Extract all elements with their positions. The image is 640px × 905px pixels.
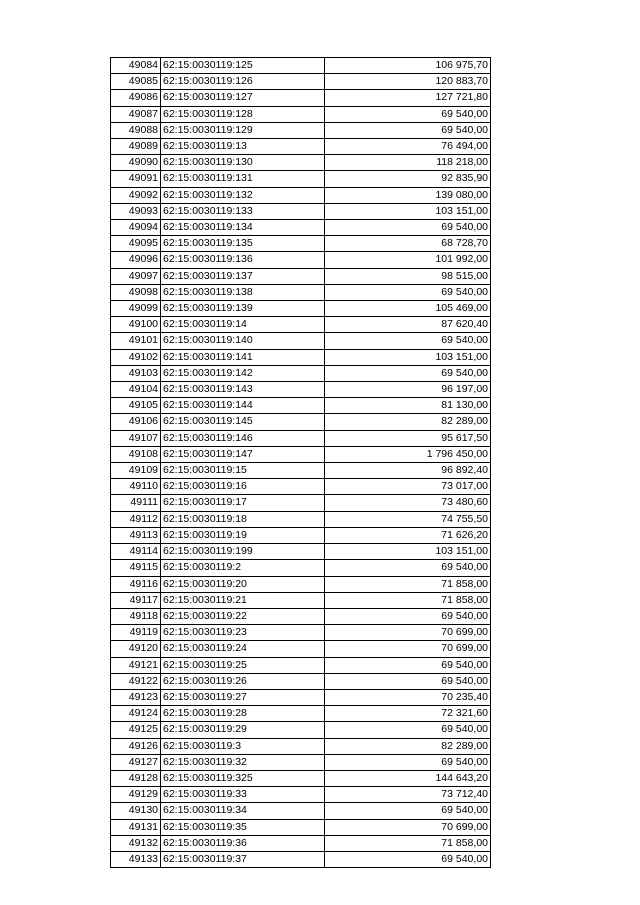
cadastral-number-cell: 62:15:0030119:325 (161, 770, 325, 786)
cadastral-number-cell: 62:15:0030119:130 (161, 155, 325, 171)
cadastral-value-cell: 82 289,00 (325, 414, 491, 430)
cadastral-number-cell: 62:15:0030119:2 (161, 560, 325, 576)
row-id-cell: 49128 (111, 770, 161, 786)
cadastral-value-cell: 101 992,00 (325, 252, 491, 268)
cadastral-number-cell: 62:15:0030119:17 (161, 495, 325, 511)
cadastral-number-cell: 62:15:0030119:16 (161, 479, 325, 495)
cadastral-value-cell: 82 289,00 (325, 738, 491, 754)
table-row (111, 560, 491, 576)
cadastral-number-cell: 62:15:0030119:21 (161, 592, 325, 608)
cadastral-value-table (110, 57, 491, 868)
row-id-cell: 49105 (111, 398, 161, 414)
row-id-cell: 49113 (111, 527, 161, 543)
cadastral-number-cell: 62:15:0030119:129 (161, 122, 325, 138)
table-row (111, 333, 491, 349)
cadastral-number-cell: 62:15:0030119:133 (161, 203, 325, 219)
table-row (111, 122, 491, 138)
row-id-cell: 49119 (111, 625, 161, 641)
table-row (111, 446, 491, 462)
row-id-cell: 49092 (111, 187, 161, 203)
table-row (111, 803, 491, 819)
cadastral-value-cell: 96 892,40 (325, 463, 491, 479)
table-row (111, 463, 491, 479)
table-row (111, 106, 491, 122)
cadastral-number-cell: 62:15:0030119:14 (161, 317, 325, 333)
table-row (111, 139, 491, 155)
row-id-cell: 49103 (111, 365, 161, 381)
row-id-cell: 49100 (111, 317, 161, 333)
cadastral-value-cell: 71 858,00 (325, 576, 491, 592)
cadastral-number-cell: 62:15:0030119:139 (161, 301, 325, 317)
cadastral-number-cell: 62:15:0030119:34 (161, 803, 325, 819)
cadastral-value-cell: 69 540,00 (325, 284, 491, 300)
cadastral-value-cell: 72 321,60 (325, 706, 491, 722)
table-row (111, 414, 491, 430)
cadastral-number-cell: 62:15:0030119:146 (161, 430, 325, 446)
cadastral-number-cell: 62:15:0030119:147 (161, 446, 325, 462)
cadastral-number-cell: 62:15:0030119:15 (161, 463, 325, 479)
table-row (111, 430, 491, 446)
table-row (111, 608, 491, 624)
table-row (111, 58, 491, 74)
cadastral-value-cell: 95 617,50 (325, 430, 491, 446)
table-row (111, 673, 491, 689)
cadastral-number-cell: 62:15:0030119:143 (161, 382, 325, 398)
cadastral-number-cell: 62:15:0030119:131 (161, 171, 325, 187)
table-row (111, 657, 491, 673)
row-id-cell: 49084 (111, 58, 161, 74)
row-id-cell: 49116 (111, 576, 161, 592)
cadastral-number-cell: 62:15:0030119:145 (161, 414, 325, 430)
row-id-cell: 49131 (111, 819, 161, 835)
row-id-cell: 49107 (111, 430, 161, 446)
row-id-cell: 49090 (111, 155, 161, 171)
cadastral-number-cell: 62:15:0030119:128 (161, 106, 325, 122)
row-id-cell: 49127 (111, 754, 161, 770)
cadastral-number-cell: 62:15:0030119:3 (161, 738, 325, 754)
cadastral-value-cell: 105 469,00 (325, 301, 491, 317)
cadastral-value-cell: 92 835,90 (325, 171, 491, 187)
cadastral-value-cell: 87 620,40 (325, 317, 491, 333)
cadastral-value-cell: 103 151,00 (325, 203, 491, 219)
cadastral-number-cell: 62:15:0030119:28 (161, 706, 325, 722)
cadastral-value-cell: 73 712,40 (325, 787, 491, 803)
cadastral-number-cell: 62:15:0030119:199 (161, 544, 325, 560)
cadastral-value-cell: 118 218,00 (325, 155, 491, 171)
row-id-cell: 49122 (111, 673, 161, 689)
row-id-cell: 49110 (111, 479, 161, 495)
cadastral-number-cell: 62:15:0030119:125 (161, 58, 325, 74)
cadastral-number-cell: 62:15:0030119:24 (161, 641, 325, 657)
table-row (111, 770, 491, 786)
table-row (111, 706, 491, 722)
table-row (111, 819, 491, 835)
cadastral-number-cell: 62:15:0030119:26 (161, 673, 325, 689)
cadastral-number-cell: 62:15:0030119:138 (161, 284, 325, 300)
cadastral-number-cell: 62:15:0030119:27 (161, 689, 325, 705)
cadastral-value-cell: 139 080,00 (325, 187, 491, 203)
cadastral-value-cell: 73 480,60 (325, 495, 491, 511)
table-row (111, 382, 491, 398)
row-id-cell: 49102 (111, 349, 161, 365)
cadastral-value-cell: 69 540,00 (325, 657, 491, 673)
cadastral-value-cell: 1 796 450,00 (325, 446, 491, 462)
table-row (111, 738, 491, 754)
cadastral-number-cell: 62:15:0030119:19 (161, 527, 325, 543)
row-id-cell: 49126 (111, 738, 161, 754)
cadastral-value-cell: 69 540,00 (325, 365, 491, 381)
cadastral-value-cell: 96 197,00 (325, 382, 491, 398)
row-id-cell: 49097 (111, 268, 161, 284)
table-row (111, 641, 491, 657)
cadastral-value-cell: 74 755,50 (325, 511, 491, 527)
cadastral-value-cell: 71 858,00 (325, 835, 491, 851)
row-id-cell: 49101 (111, 333, 161, 349)
cadastral-value-cell: 69 540,00 (325, 851, 491, 867)
cadastral-number-cell: 62:15:0030119:29 (161, 722, 325, 738)
row-id-cell: 49085 (111, 74, 161, 90)
row-id-cell: 49117 (111, 592, 161, 608)
row-id-cell: 49125 (111, 722, 161, 738)
table-row (111, 511, 491, 527)
row-id-cell: 49095 (111, 236, 161, 252)
cadastral-value-cell: 69 540,00 (325, 122, 491, 138)
table-row (111, 479, 491, 495)
table-row (111, 544, 491, 560)
cadastral-value-cell: 106 975,70 (325, 58, 491, 74)
row-id-cell: 49112 (111, 511, 161, 527)
cadastral-number-cell: 62:15:0030119:36 (161, 835, 325, 851)
row-id-cell: 49115 (111, 560, 161, 576)
row-id-cell: 49106 (111, 414, 161, 430)
row-id-cell: 49111 (111, 495, 161, 511)
cadastral-number-cell: 62:15:0030119:33 (161, 787, 325, 803)
row-id-cell: 49129 (111, 787, 161, 803)
row-id-cell: 49132 (111, 835, 161, 851)
cadastral-value-cell: 70 235,40 (325, 689, 491, 705)
table-row (111, 90, 491, 106)
row-id-cell: 49094 (111, 220, 161, 236)
row-id-cell: 49091 (111, 171, 161, 187)
cadastral-number-cell: 62:15:0030119:137 (161, 268, 325, 284)
table-row (111, 349, 491, 365)
cadastral-value-cell: 69 540,00 (325, 673, 491, 689)
cadastral-value-cell: 68 728,70 (325, 236, 491, 252)
cadastral-number-cell: 62:15:0030119:32 (161, 754, 325, 770)
table-row (111, 787, 491, 803)
cadastral-value-cell: 70 699,00 (325, 625, 491, 641)
table-row (111, 236, 491, 252)
cadastral-value-cell: 70 699,00 (325, 819, 491, 835)
row-id-cell: 49087 (111, 106, 161, 122)
cadastral-number-cell: 62:15:0030119:37 (161, 851, 325, 867)
row-id-cell: 49088 (111, 122, 161, 138)
table-row (111, 171, 491, 187)
row-id-cell: 49086 (111, 90, 161, 106)
cadastral-number-cell: 62:15:0030119:136 (161, 252, 325, 268)
cadastral-number-cell: 62:15:0030119:140 (161, 333, 325, 349)
table-row (111, 187, 491, 203)
cadastral-value-cell: 71 626,20 (325, 527, 491, 543)
cadastral-value-cell: 69 540,00 (325, 803, 491, 819)
cadastral-value-cell: 69 540,00 (325, 220, 491, 236)
table-row (111, 527, 491, 543)
table-row (111, 74, 491, 90)
table-row (111, 495, 491, 511)
cadastral-value-cell: 81 130,00 (325, 398, 491, 414)
cadastral-number-cell: 62:15:0030119:22 (161, 608, 325, 624)
cadastral-number-cell: 62:15:0030119:20 (161, 576, 325, 592)
table-row (111, 625, 491, 641)
cadastral-value-cell: 71 858,00 (325, 592, 491, 608)
cadastral-number-cell: 62:15:0030119:142 (161, 365, 325, 381)
row-id-cell: 49123 (111, 689, 161, 705)
cadastral-value-cell: 103 151,00 (325, 544, 491, 560)
table-row (111, 220, 491, 236)
table-row (111, 722, 491, 738)
row-id-cell: 49130 (111, 803, 161, 819)
cadastral-value-cell: 69 540,00 (325, 722, 491, 738)
row-id-cell: 49104 (111, 382, 161, 398)
table-row (111, 592, 491, 608)
table-row (111, 835, 491, 851)
row-id-cell: 49098 (111, 284, 161, 300)
table-row (111, 754, 491, 770)
row-id-cell: 49121 (111, 657, 161, 673)
row-id-cell: 49120 (111, 641, 161, 657)
table-row (111, 301, 491, 317)
cadastral-value-cell: 98 515,00 (325, 268, 491, 284)
table-row (111, 203, 491, 219)
cadastral-value-cell: 76 494,00 (325, 139, 491, 155)
cadastral-value-cell: 144 643,20 (325, 770, 491, 786)
table-row (111, 576, 491, 592)
cadastral-value-cell: 73 017,00 (325, 479, 491, 495)
cadastral-number-cell: 62:15:0030119:134 (161, 220, 325, 236)
row-id-cell: 49118 (111, 608, 161, 624)
table-row (111, 398, 491, 414)
row-id-cell: 49089 (111, 139, 161, 155)
cadastral-number-cell: 62:15:0030119:13 (161, 139, 325, 155)
cadastral-number-cell: 62:15:0030119:126 (161, 74, 325, 90)
cadastral-number-cell: 62:15:0030119:132 (161, 187, 325, 203)
cadastral-value-cell: 103 151,00 (325, 349, 491, 365)
table-body (111, 58, 491, 868)
row-id-cell: 49114 (111, 544, 161, 560)
cadastral-number-cell: 62:15:0030119:23 (161, 625, 325, 641)
table-row (111, 268, 491, 284)
cadastral-value-cell: 69 540,00 (325, 333, 491, 349)
row-id-cell: 49096 (111, 252, 161, 268)
cadastral-number-cell: 62:15:0030119:35 (161, 819, 325, 835)
cadastral-number-cell: 62:15:0030119:18 (161, 511, 325, 527)
cadastral-number-cell: 62:15:0030119:127 (161, 90, 325, 106)
row-id-cell: 49124 (111, 706, 161, 722)
row-id-cell: 49108 (111, 446, 161, 462)
table-row (111, 317, 491, 333)
row-id-cell: 49093 (111, 203, 161, 219)
cadastral-number-cell: 62:15:0030119:144 (161, 398, 325, 414)
cadastral-value-cell: 120 883,70 (325, 74, 491, 90)
row-id-cell: 49099 (111, 301, 161, 317)
table-row (111, 252, 491, 268)
table-row (111, 851, 491, 867)
table-row (111, 689, 491, 705)
cadastral-value-cell: 70 699,00 (325, 641, 491, 657)
table-row (111, 365, 491, 381)
cadastral-value-cell: 69 540,00 (325, 754, 491, 770)
table-row (111, 155, 491, 171)
cadastral-value-cell: 69 540,00 (325, 608, 491, 624)
cadastral-value-cell: 69 540,00 (325, 106, 491, 122)
row-id-cell: 49109 (111, 463, 161, 479)
table-row (111, 284, 491, 300)
cadastral-value-cell: 127 721,80 (325, 90, 491, 106)
cadastral-value-cell: 69 540,00 (325, 560, 491, 576)
cadastral-number-cell: 62:15:0030119:25 (161, 657, 325, 673)
cadastral-number-cell: 62:15:0030119:135 (161, 236, 325, 252)
cadastral-number-cell: 62:15:0030119:141 (161, 349, 325, 365)
row-id-cell: 49133 (111, 851, 161, 867)
